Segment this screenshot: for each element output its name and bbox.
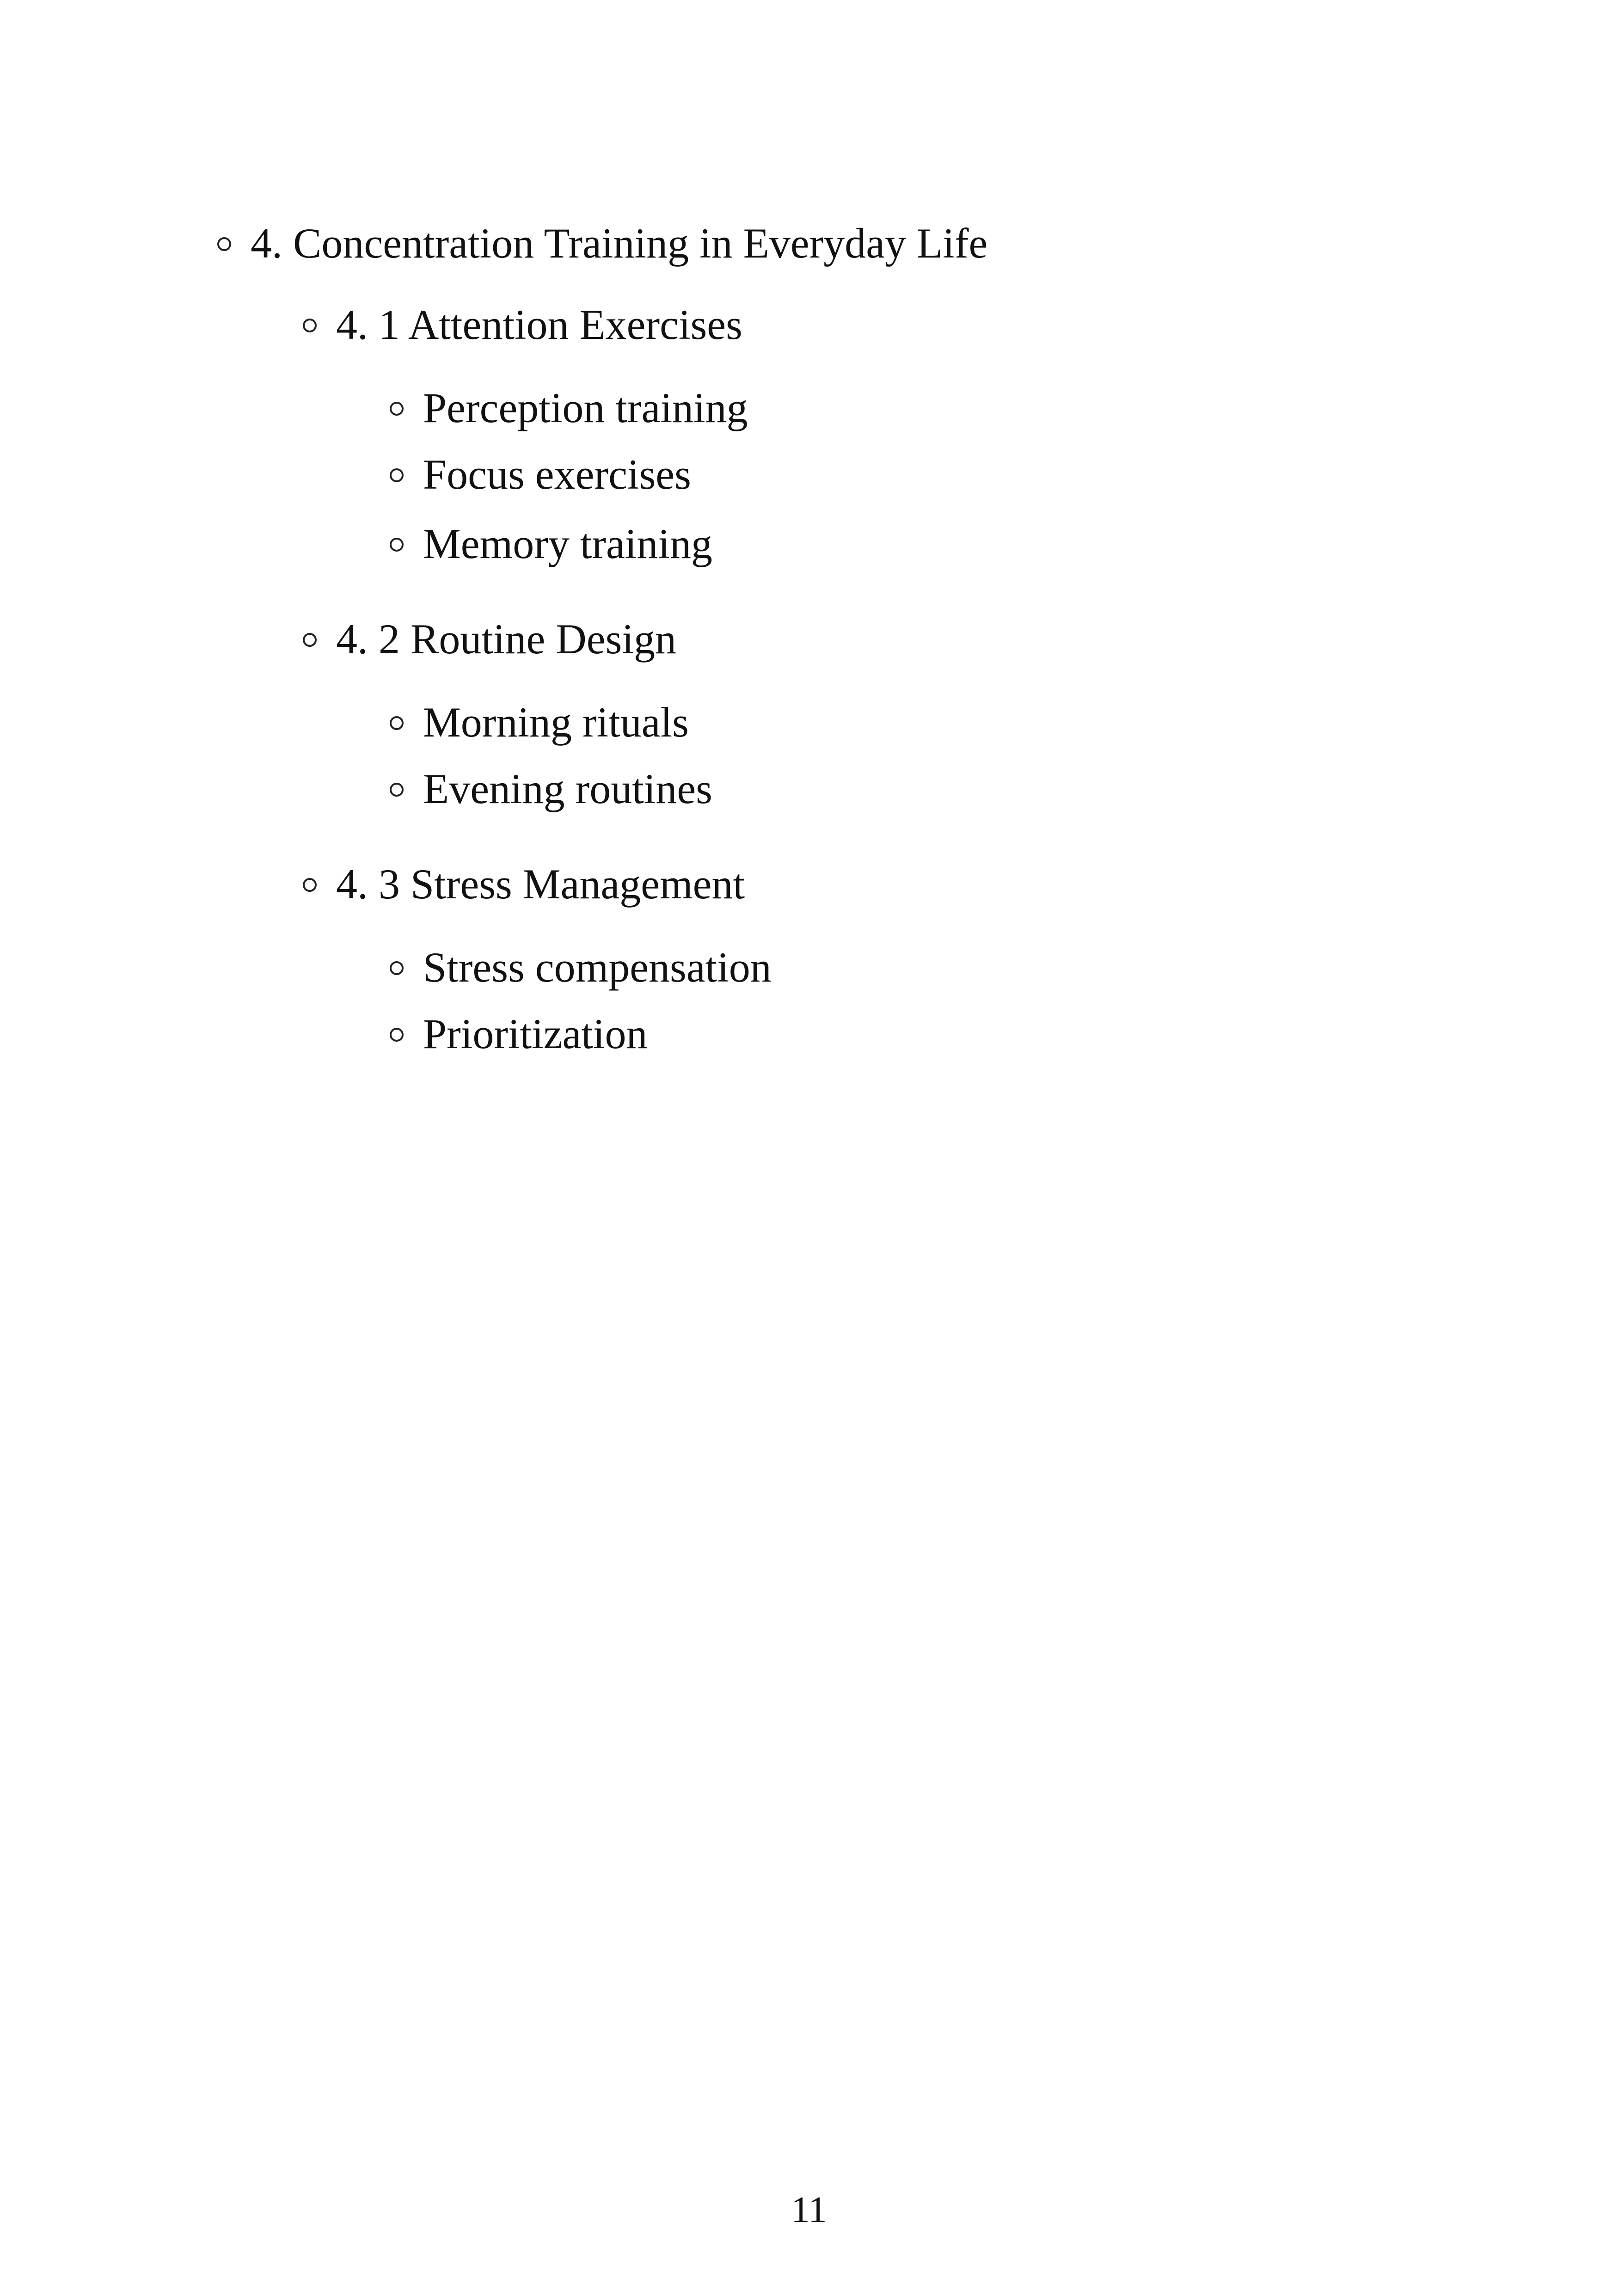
outline-subsection: [303, 615, 676, 663]
hollow-circle-bullet-icon: [390, 402, 404, 416]
hollow-circle-bullet-icon: [303, 633, 317, 647]
outline-item-label: Morning rituals: [423, 699, 689, 746]
outline-item: [390, 522, 712, 565]
outline-item-label: Stress compensation: [423, 944, 772, 991]
hollow-circle-bullet-icon: [217, 237, 231, 251]
section-heading: 4. Concentration Training in Everyday Life: [251, 220, 988, 267]
outline-item-label: Memory training: [423, 520, 712, 567]
outline-item-label: Focus exercises: [423, 451, 691, 498]
outline-item-label: Prioritization: [423, 1010, 648, 1057]
outline-item-label: Perception training: [423, 384, 748, 431]
hollow-circle-bullet-icon: [390, 961, 404, 975]
hollow-circle-bullet-icon: [390, 538, 404, 552]
outline-item: [390, 699, 689, 746]
hollow-circle-bullet-icon: [390, 716, 404, 730]
outline-item: [390, 453, 691, 496]
hollow-circle-bullet-icon: [390, 783, 404, 797]
subsection-heading: 4. 2 Routine Design: [336, 615, 676, 663]
outline-subsection: [303, 860, 745, 908]
outline-item: [390, 767, 712, 810]
hollow-circle-bullet-icon: [303, 878, 317, 892]
page-number: 11: [791, 2190, 827, 2230]
outline-subsection: [303, 303, 742, 346]
hollow-circle-bullet-icon: [303, 319, 317, 332]
subsection-heading: 4. 3 Stress Management: [336, 860, 745, 908]
outline-item: [390, 384, 748, 431]
outline-item: [390, 944, 772, 991]
hollow-circle-bullet-icon: [390, 1028, 404, 1042]
outline-item: [390, 1010, 648, 1057]
outline-item-label: Evening routines: [423, 765, 712, 812]
subsection-heading: 4. 1 Attention Exercises: [336, 301, 742, 348]
outline-section: [217, 220, 988, 267]
hollow-circle-bullet-icon: [390, 468, 404, 482]
